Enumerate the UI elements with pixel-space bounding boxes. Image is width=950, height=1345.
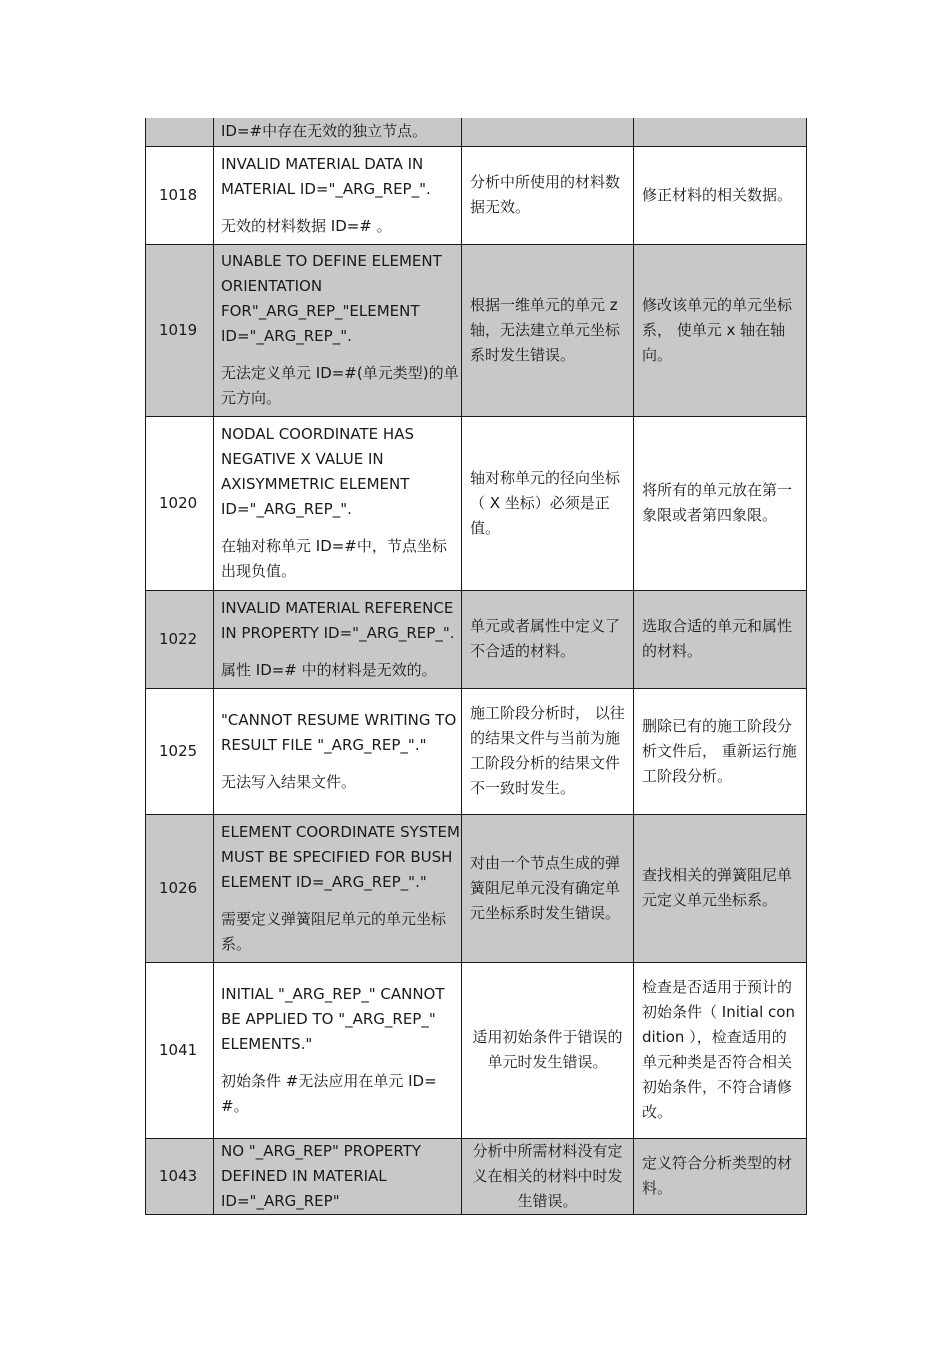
error-message-cell	[214, 118, 462, 146]
error-message-cell	[214, 1138, 462, 1214]
error-message-en: INVALID MATERIAL REFERENCE IN PROPERTY ID="_ARG_REP_".	[221, 598, 455, 642]
error-solution-cell: 选取合适的单元和属性的材料。	[634, 590, 807, 688]
error-message-en: ELEMENT COORDINATE SYSTEM MUST BE SPECIFIED FOR BUSH ELEMENT ID=_ARG_REP_"."	[221, 822, 460, 891]
table-row	[146, 146, 807, 244]
error-solution-cell: 将所有的单元放在第一象限或者第四象限。	[634, 416, 807, 590]
error-cause-cell: 单元或者属性中定义了不合适的材料。	[462, 590, 634, 688]
error-code-cell: 1020	[146, 416, 214, 590]
error-cause-cell: 轴对称单元的径向坐标（ X 坐标）必须是正值。	[462, 416, 634, 590]
error-message-cell	[214, 416, 462, 590]
error-solution-cell: 修改该单元的单元坐标系， 使单元 x 轴在轴向。	[634, 244, 807, 416]
error-message-en: UNABLE TO DEFINE ELEMENT ORIENTATION FOR"_ARG_REP_"ELEMENT ID="_ARG_REP_".	[221, 252, 442, 345]
table-row	[146, 962, 807, 1138]
error-message-en: NODAL COORDINATE HAS NEGATIVE X VALUE IN AXISYMMETRIC ELEMENT ID="_ARG_REP_".	[221, 425, 414, 518]
error-message-zh: 无效的材料数据 ID=# 。	[221, 216, 392, 235]
error-message-zh: ID=#中存在无效的独立节点。	[221, 122, 428, 141]
error-cause-cell: 施工阶段分析时， 以往的结果文件与当前为施工阶段分析的结果文件不一致时发生。	[462, 688, 634, 814]
table-row	[146, 814, 807, 962]
error-code-cell: 1019	[146, 244, 214, 416]
error-cause-cell: 分析中所需材料没有定义在相关的材料中时发生错误。	[462, 1138, 634, 1214]
error-cause-cell: 根据一维单元的单元 z 轴，无法建立单元坐标系时发生错误。	[462, 244, 634, 416]
error-message-cell	[214, 814, 462, 962]
error-message-zh: 在轴对称单元 ID=#中，节点坐标出现负值。	[221, 537, 447, 580]
table-row	[146, 590, 807, 688]
error-message-zh: 无法定义单元 ID=#(单元类型)的单元方向。	[221, 364, 459, 407]
error-message-zh: 属性 ID=# 中的材料是无效的。	[221, 660, 437, 679]
error-code-cell: 1026	[146, 814, 214, 962]
error-message-cell	[214, 962, 462, 1138]
error-message-en: INVALID MATERIAL DATA IN MATERIAL ID="_ARG_REP_".	[221, 154, 431, 198]
error-solution-cell: 定义符合分析类型的材料。	[634, 1138, 807, 1214]
error-message-zh: 需要定义弹簧阻尼单元的单元坐标系。	[221, 909, 447, 953]
error-cause-cell: 适用初始条件于错误的单元时发生错误。	[462, 962, 634, 1138]
error-solution-cell: 查找相关的弹簧阻尼单元定义单元坐标系。	[634, 814, 807, 962]
error-cause-cell: 对由一个节点生成的弹簧阻尼单元没有确定单元坐标系时发生错误。	[462, 814, 634, 962]
error-code-cell: 1025	[146, 688, 214, 814]
error-code-cell: 1041	[146, 962, 214, 1138]
error-solution-cell: 删除已有的施工阶段分析文件后， 重新运行施工阶段分析。	[634, 688, 807, 814]
table-row	[146, 688, 807, 814]
error-message-cell	[214, 146, 462, 244]
error-message-en: NO "_ARG_REP" PROPERTY DEFINED IN MATERIAL ID="_ARG_REP"	[221, 1141, 422, 1210]
error-message-cell	[214, 688, 462, 814]
error-message-zh: 无法写入结果文件。	[221, 772, 357, 791]
error-cause-cell	[462, 118, 634, 146]
error-message-en: "CANNOT RESUME WRITING TO RESULT FILE "_ARG_REP_"."	[221, 710, 457, 754]
error-message-cell	[214, 244, 462, 416]
error-code-cell: 1022	[146, 590, 214, 688]
error-message-zh: 初始条件 #无法应用在单元 ID=#。	[221, 1071, 437, 1115]
error-message-en: INITIAL "_ARG_REP_" CANNOT BE APPLIED TO "_ARG_REP_" ELEMENTS."	[221, 984, 445, 1053]
error-message-cell	[214, 590, 462, 688]
error-solution-cell: 检查是否适用于预计的初始条件（ Initial condition ），检查适用的单元种类是否符合相关初始条件，不符合请修改。	[634, 962, 807, 1138]
error-code-cell: 1043	[146, 1138, 214, 1214]
error-code-cell	[146, 118, 214, 146]
table-row	[146, 416, 807, 590]
error-cause-cell: 分析中所使用的材料数据无效。	[462, 146, 634, 244]
table-row	[146, 1138, 807, 1214]
error-code-table	[145, 118, 807, 1215]
table-row	[146, 118, 807, 146]
table-row	[146, 244, 807, 416]
error-solution-cell: 修正材料的相关数据。	[634, 146, 807, 244]
error-code-cell: 1018	[146, 146, 214, 244]
error-solution-cell	[634, 118, 807, 146]
